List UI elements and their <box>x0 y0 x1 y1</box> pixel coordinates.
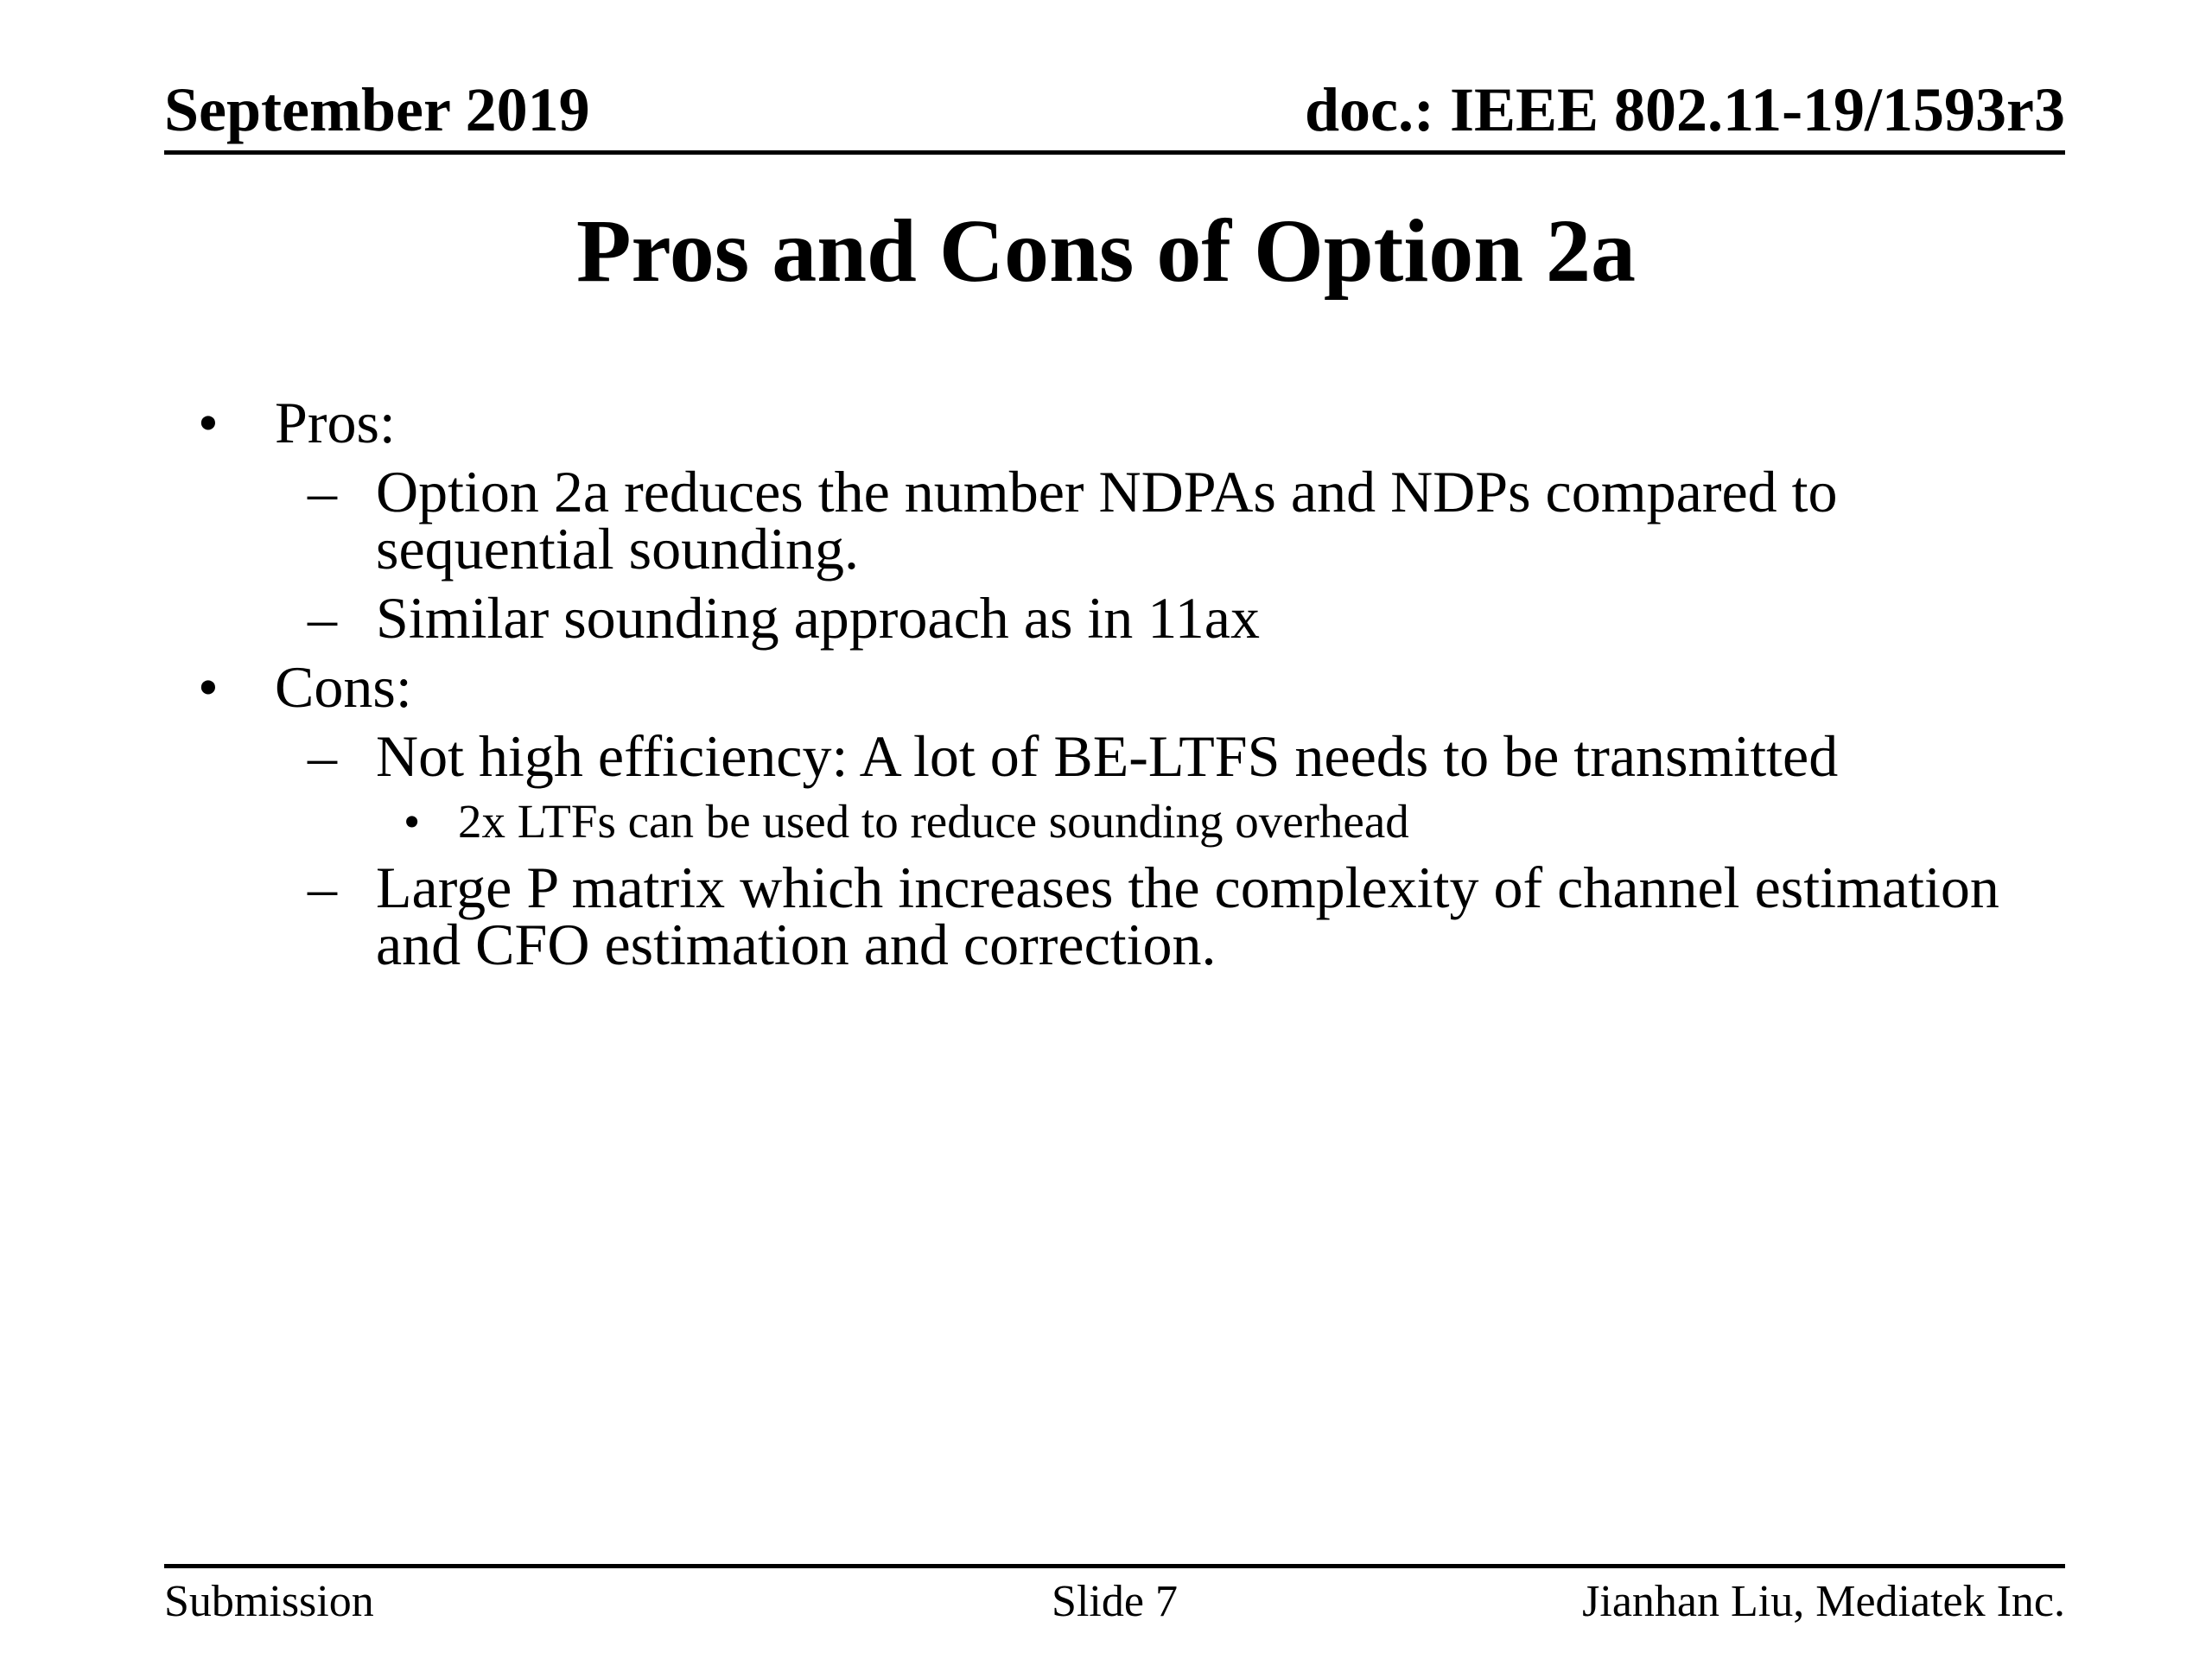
bullet-item-pros <box>164 390 2065 455</box>
sub-item-not-high-efficiency <box>164 723 2065 789</box>
bullet-item-label: Pros: <box>275 390 396 455</box>
sub-sub-item-2x-ltfs <box>164 797 2065 847</box>
bullet-item-label: Cons: <box>275 654 412 720</box>
dash-icon: – <box>308 459 337 524</box>
sub-item-label: Large P matrix which increases the complexity of channel estimation and CFO estimation and correction. <box>376 855 1999 977</box>
sub-item-large-p-matrix <box>164 855 2065 977</box>
sub-item-label: Not high efficiency: A lot of BE-LTFS needs to be transmitted <box>376 723 1839 789</box>
sub-sub-item-label: 2x LTFs can be used to reduce sounding overhead <box>458 795 1409 848</box>
bullet-icon: • <box>404 795 421 848</box>
sub-item-label: Similar sounding approach as in 11ax <box>376 585 1260 651</box>
dash-icon: – <box>308 723 337 789</box>
sub-item-option-2a-reduces <box>164 459 2065 582</box>
footer-author-label: Jianhan Liu, Mediatek Inc. <box>1582 1577 2065 1626</box>
footer-slide-number: Slide 7 <box>1052 1577 1178 1626</box>
slide-footer <box>164 1564 2065 1626</box>
dash-icon: – <box>308 855 337 920</box>
sub-item-label: Option 2a reduces the number NDPAs and NDPs compared to sequential sounding. <box>376 459 1838 582</box>
bullet-icon: • <box>198 654 219 720</box>
slide-title: Pros and Cons of Option 2a <box>575 201 1637 301</box>
bullet-icon: • <box>198 390 219 455</box>
dash-icon: – <box>308 585 337 651</box>
bullet-item-cons <box>164 654 2065 720</box>
header-doc-label: doc.: IEEE 802.11-19/1593r3 <box>1304 75 2065 144</box>
slide-header <box>164 75 2065 155</box>
footer-submission-label: Submission <box>164 1577 374 1626</box>
header-date-label: September 2019 <box>164 75 590 144</box>
bullet-list <box>164 390 2065 985</box>
sub-item-similar-sounding <box>164 585 2065 651</box>
